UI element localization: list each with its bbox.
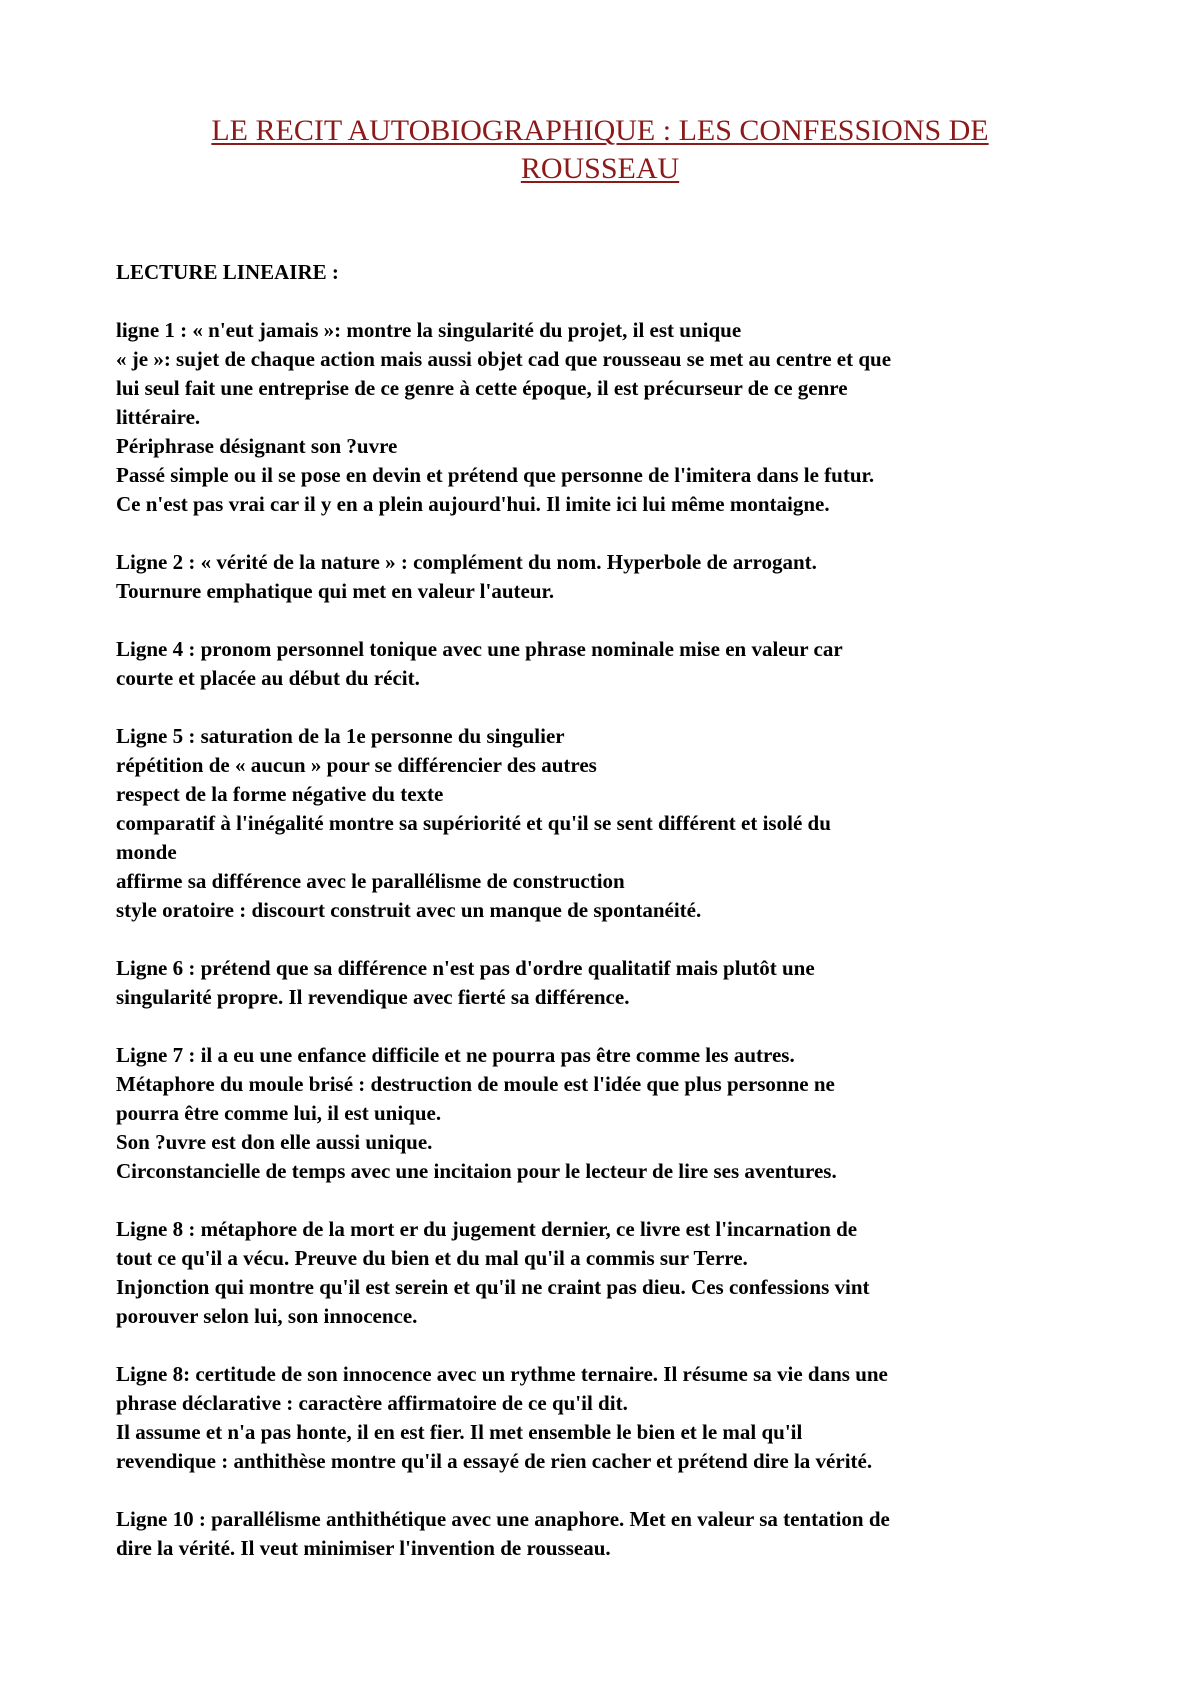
title-line-2: ROUSSEAU — [520, 152, 680, 185]
text-line: Ce n'est pas vrai car il y en a plein aujourd'hui. Il imite ici lui même montaigne. — [116, 492, 830, 516]
paragraph — [116, 1360, 1096, 1476]
text-line: tout ce qu'il a vécu. Preuve du bien et du mal qu'il a commis sur Terre. — [116, 1246, 748, 1270]
text-line: lui seul fait une entreprise de ce genre à cette époque, il est précurseur de ce genre — [116, 376, 848, 400]
text-line: dire la vérité. Il veut minimiser l'invention de rousseau. — [116, 1536, 611, 1560]
text-line: courte et placée au début du récit. — [116, 666, 420, 690]
text-line: porouver selon lui, son innocence. — [116, 1304, 418, 1328]
paragraph — [116, 954, 1096, 1012]
paragraph — [116, 635, 1096, 693]
text-line: style oratoire : discourt construit avec un manque de spontanéité. — [116, 898, 702, 922]
text-line: Passé simple ou il se pose en devin et prétend que personne de l'imitera dans le futur. — [116, 463, 875, 487]
text-line: Ligne 4 : pronom personnel tonique avec une phrase nominale mise en valeur car — [116, 637, 843, 661]
paragraph — [116, 722, 1096, 925]
text-line: affirme sa différence avec le parallélisme de construction — [116, 869, 625, 893]
text-line: singularité propre. Il revendique avec fierté sa différence. — [116, 985, 630, 1009]
text-line: Tournure emphatique qui met en valeur l'auteur. — [116, 579, 555, 603]
text-line: « je »: sujet de chaque action mais aussi objet cad que rousseau se met au centre et que — [116, 347, 892, 371]
text-line: Il assume et n'a pas honte, il en est fier. Il met ensemble le bien et le mal qu'il — [116, 1420, 803, 1444]
paragraph — [116, 548, 1096, 606]
text-line: ligne 1 : « n'eut jamais »: montre la singularité du projet, il est unique — [116, 318, 742, 342]
text-line: pourra être comme lui, il est unique. — [116, 1101, 442, 1125]
text-line: Ligne 2 : « vérité de la nature » : complément du nom. Hyperbole de arrogant. — [116, 550, 817, 574]
text-line: revendique : anthithèse montre qu'il a essayé de rien cacher et prétend dire la vérité. — [116, 1449, 873, 1473]
text-line: Circonstancielle de temps avec une incitaion pour le lecteur de lire ses aventures. — [116, 1159, 837, 1183]
text-line: monde — [116, 840, 177, 864]
paragraph — [116, 1505, 1096, 1563]
text-line: Son ?uvre est don elle aussi unique. — [116, 1130, 433, 1154]
text-line: respect de la forme négative du texte — [116, 782, 444, 806]
text-line: littéraire. — [116, 405, 201, 429]
paragraph — [116, 1041, 1096, 1186]
text-line: répétition de « aucun » pour se différencier des autres — [116, 753, 597, 777]
text-line: Ligne 8 : métaphore de la mort er du jugement dernier, ce livre est l'incarnation de — [116, 1217, 858, 1241]
paragraph — [116, 316, 1096, 519]
document-title — [140, 112, 1060, 188]
text-line: Ligne 7 : il a eu une enfance difficile et ne pourra pas être comme les autres. — [116, 1043, 795, 1067]
text-line: Ligne 5 : saturation de la 1e personne du singulier — [116, 724, 565, 748]
document-body — [116, 316, 1096, 1592]
text-line: Métaphore du moule brisé : destruction de moule est l'idée que plus personne ne — [116, 1072, 835, 1096]
text-line: comparatif à l'inégalité montre sa supériorité et qu'il se sent différent et isolé du — [116, 811, 831, 835]
text-line: Injonction qui montre qu'il est serein et qu'il ne craint pas dieu. Ces confessions vint — [116, 1275, 870, 1299]
text-line: Périphrase désignant son ?uvre — [116, 434, 398, 458]
text-line: Ligne 10 : parallélisme anthithétique avec une anaphore. Met en valeur sa tentation de — [116, 1507, 890, 1531]
paragraph — [116, 1215, 1096, 1331]
text-line: Ligne 8: certitude de son innocence avec un rythme ternaire. Il résume sa vie dans une — [116, 1362, 888, 1386]
text-line: phrase déclarative : caractère affirmatoire de ce qu'il dit. — [116, 1391, 628, 1415]
section-heading: LECTURE LINEAIRE : — [116, 260, 339, 284]
text-line: Ligne 6 : prétend que sa différence n'est pas d'ordre qualitatif mais plutôt une — [116, 956, 815, 980]
title-line-1: LE RECIT AUTOBIOGRAPHIQUE : LES CONFESSIONS DE — [211, 114, 989, 147]
